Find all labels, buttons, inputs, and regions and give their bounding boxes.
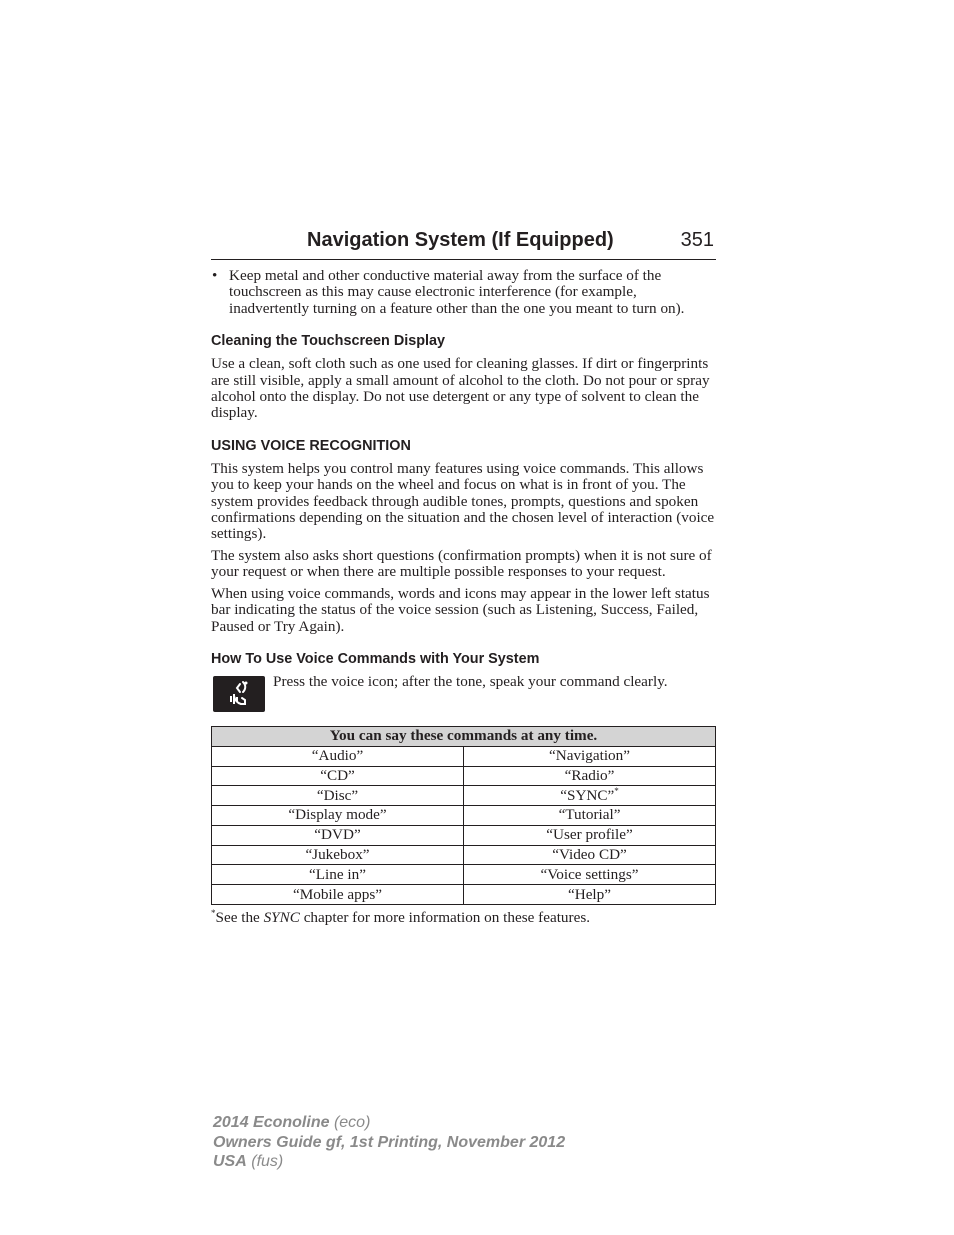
table-cell: “Help” — [464, 885, 716, 905]
voice-instruction-text: Press the voice icon; after the tone, speak your command clearly. — [273, 672, 668, 690]
table-row — [212, 766, 716, 786]
cleaning-heading: Cleaning the Touchscreen Display — [211, 333, 446, 350]
footer-model-code: (eco) — [333, 1114, 371, 1131]
table-row — [212, 786, 716, 806]
table-cell: “Navigation” — [464, 746, 716, 766]
voice-instruction — [211, 674, 716, 718]
footnote-sync-term: SYNC — [263, 909, 300, 927]
table-cell: “Tutorial” — [464, 806, 716, 826]
table-cell: “Video CD” — [464, 845, 716, 865]
footer-region-code: (fus) — [251, 1153, 284, 1170]
footer-model: 2014 Econoline — [213, 1114, 330, 1131]
table-cell: “Display mode” — [212, 806, 464, 826]
table-cell: “Jukebox” — [212, 845, 464, 865]
table-cell: “User profile” — [464, 825, 716, 845]
table-cell: “Mobile apps” — [212, 885, 464, 905]
table-row — [212, 746, 716, 766]
table-cell-sync — [464, 786, 716, 806]
table-row — [212, 885, 716, 905]
bullet-icon: • — [212, 267, 218, 284]
bullet-text: Keep metal and other conductive material away from the surface of the touchscreen as this may cause electronic interference (for example, inadvertently turning on a feature other than the one you meant to turn on). — [229, 267, 685, 317]
cleaning-text: Use a clean, soft cloth such as one used for cleaning glasses. If dirt or fingerprints are still visible, apply a small amount of alcohol to the cloth. Do not pour or spray alcohol onto the display. Do not use detergent or any type of solvent to clean the display. — [211, 355, 710, 422]
page-header — [211, 229, 716, 260]
bullet-item — [211, 268, 716, 317]
footer-guide-line — [213, 1133, 565, 1153]
sync-command: “SYNC” — [560, 786, 615, 804]
commands-table-header: You can say these commands at any time. — [212, 726, 716, 746]
footnote-after: chapter for more information on these features. — [299, 909, 591, 927]
page-number: 351 — [680, 229, 714, 251]
footer-region: USA — [213, 1153, 247, 1170]
voice-heading: USING VOICE RECOGNITION — [211, 437, 411, 454]
table-row — [212, 806, 716, 826]
voice-paragraph-2: The system also asks short questions (confirmation prompts) when it is not sure of your request or when there are multiple possible responses to your request. — [211, 546, 712, 581]
table-cell: “Radio” — [464, 766, 716, 786]
footer-guide: Owners Guide gf, 1st Printing, November 2012 — [213, 1133, 566, 1151]
footnote-marker: * — [211, 908, 216, 919]
page-footer — [213, 1113, 565, 1172]
page-content — [211, 267, 716, 927]
table-cell: “Line in” — [212, 865, 464, 885]
footnote-before: See the — [215, 909, 264, 927]
table-cell: “DVD” — [212, 825, 464, 845]
sync-footnote-marker: * — [614, 785, 619, 796]
commands-table — [211, 726, 716, 905]
table-cell: “CD” — [212, 766, 464, 786]
table-cell: “Audio” — [212, 746, 464, 766]
table-row — [212, 865, 716, 885]
table-cell: “Disc” — [212, 786, 464, 806]
footer-model-line — [213, 1113, 565, 1133]
voice-paragraph-3: When using voice commands, words and icons may appear in the lower left status bar indicating the status of the voice session (such as Listening, Success, Failed, Paused or Try Again). — [211, 584, 710, 635]
table-footnote — [211, 909, 716, 927]
chapter-title: Navigation System (If Equipped) — [307, 229, 614, 251]
footer-region-line — [213, 1152, 565, 1172]
table-row — [212, 825, 716, 845]
table-cell: “Voice settings” — [464, 865, 716, 885]
table-row — [212, 845, 716, 865]
voice-command-icon — [213, 676, 265, 712]
howto-heading: How To Use Voice Commands with Your System — [211, 650, 540, 667]
voice-paragraph-1: This system helps you control many features using voice commands. This allows you to keep your hands on the wheel and focus on what is in front of you. The system provides feedback through audible tones, prompts, questions and spoken confirmations depending on the situation and the chosen level of interaction (voice settings). — [211, 459, 715, 543]
